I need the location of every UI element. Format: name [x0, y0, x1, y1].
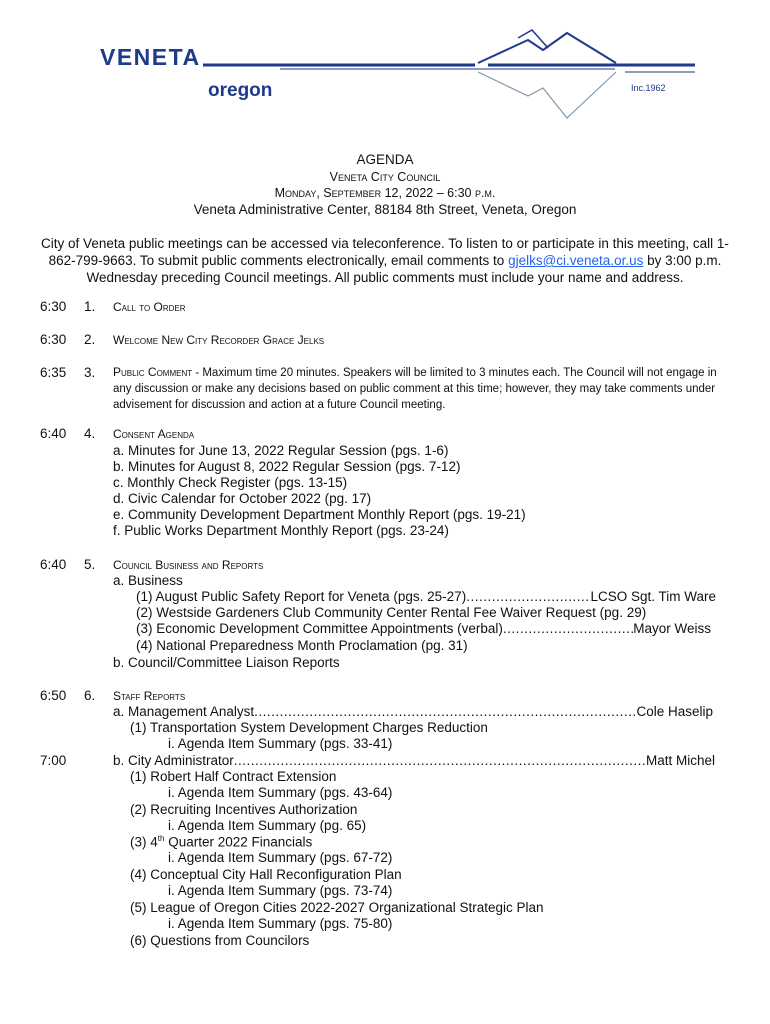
consent-item: d. Civic Calendar for October 2022 (pg. 17) — [113, 491, 372, 506]
consent-item: e. Community Development Department Monthly Report (pgs. 19-21) — [113, 507, 526, 522]
notice-text-1: City of Veneta public meetings can be accessed via teleconference. To listen to or participate in this meeting, call 1-862-799-9663. To submit public comments electronically, email comments to — [41, 236, 729, 268]
item-4-time: 6:40 — [40, 426, 67, 441]
item-6b-time: 7:00 — [40, 753, 67, 768]
business-item-4: (4) National Preparedness Month Proclamation (pg. 31) — [136, 638, 468, 653]
council-name: Veneta City Council — [329, 170, 441, 184]
city-administrator-presenter: Matt Michel — [645, 753, 715, 768]
item-6-title: Staff Reports — [113, 689, 186, 703]
item-3-time: 6:35 — [40, 365, 67, 380]
item-2-title: Welcome New City Recorder Grace Jelks — [113, 333, 325, 347]
email-link[interactable]: gjelks@ci.veneta.or.us — [508, 253, 644, 268]
agenda-item-summary: i. Agenda Item Summary (pgs. 73-74) — [168, 883, 393, 898]
city-administrator-label: b. City Administrator — [113, 753, 234, 768]
item-5-number: 5. — [84, 557, 96, 572]
item-6-number: 6. — [84, 688, 96, 703]
agenda-item-summary: i. Agenda Item Summary (pgs. 67-72) — [168, 850, 393, 865]
management-analyst-presenter: Cole Haselip — [636, 704, 713, 719]
item-5-time: 6:40 — [40, 557, 67, 572]
staff-subitem — [130, 834, 312, 850]
staff-subitem: (1) Robert Half Contract Extension — [130, 769, 337, 784]
agenda-item-summary: i. Agenda Item Summary (pg. 65) — [168, 818, 367, 833]
business-heading: a. Business — [113, 573, 183, 588]
agenda-item-summary: i. Agenda Item Summary (pgs. 75-80) — [168, 916, 393, 931]
item-3-number: 3. — [84, 365, 96, 380]
agenda-item-summary: i. Agenda Item Summary (pgs. 43-64) — [168, 785, 393, 800]
staff-subitem: (5) League of Oregon Cities 2022-2027 Organizational Strategic Plan — [130, 900, 544, 915]
agenda-title: AGENDA — [356, 152, 414, 167]
dot-leader — [234, 753, 646, 768]
logo-incorporated: Inc.1962 — [631, 83, 666, 93]
item-2-number: 2. — [84, 332, 96, 347]
item-5-title: Council Business and Reports — [113, 558, 264, 572]
logo-subtitle: oregon — [208, 80, 273, 101]
consent-item: f. Public Works Department Monthly Report (pgs. 23-24) — [113, 523, 449, 538]
management-analyst-line — [113, 704, 713, 719]
logo-graphic — [0, 0, 770, 130]
staff-subitem: (6) Questions from Councilors — [130, 933, 310, 948]
business-item-3-presenter: Mayor Weiss — [633, 621, 711, 636]
meeting-date: Monday, September 12, 2022 – 6:30 p.m. — [274, 186, 496, 200]
business-item-3-text: (3) Economic Development Committee Appointments (verbal) — [136, 621, 503, 636]
consent-item: c. Monthly Check Register (pgs. 13-15) — [113, 475, 348, 490]
business-item-3 — [136, 621, 711, 636]
management-analyst-label: a. Management Analyst — [113, 704, 255, 719]
city-administrator-line — [113, 753, 715, 768]
item-3-text: - Maximum time 20 minutes. Speakers will be limited to 3 minutes each. The Council will not engage in any discussion or make any decisions based on public comment at this time; however, they may take comments under advisement for discussion and action at a future Council meeting. — [113, 367, 717, 411]
item-4-title: Consent Agenda — [113, 427, 195, 441]
item-1-time: 6:30 — [40, 299, 67, 314]
dot-leader — [466, 589, 590, 604]
dot-leader — [254, 704, 636, 719]
logo-wordmark: VENETA — [100, 44, 201, 70]
mountain-reflection-icon — [478, 72, 616, 118]
dot-leader — [503, 621, 633, 636]
item-2-time: 6:30 — [40, 332, 67, 347]
business-item-1-presenter: LCSO Sgt. Tim Ware — [590, 589, 716, 604]
ordinal-suffix: th — [157, 834, 165, 843]
business-item-2: (2) Westside Gardeners Club Community Center Rental Fee Waiver Request (pg. 29) — [136, 605, 647, 620]
item-1-number: 1. — [84, 299, 96, 314]
item-4-number: 4. — [84, 426, 96, 441]
business-item-1 — [136, 589, 716, 604]
financials-prefix: (3) 4 — [130, 834, 158, 850]
item-6-time: 6:50 — [40, 688, 67, 703]
staff-subitem: (2) Recruiting Incentives Authorization — [130, 802, 358, 817]
mountain-peak-icon — [518, 30, 548, 48]
financials-text: Quarter 2022 Financials — [164, 834, 313, 850]
consent-item: b. Minutes for August 8, 2022 Regular Session (pgs. 7-12) — [113, 459, 461, 474]
item-3-title: Public Comment — [113, 365, 193, 379]
liaison-reports: b. Council/Committee Liaison Reports — [113, 655, 340, 670]
teleconference-notice — [40, 235, 730, 286]
business-item-1-text: (1) August Public Safety Report for Veneta (pgs. 25-27) — [136, 589, 467, 604]
item-1-title: Call to Order — [113, 300, 186, 314]
staff-subitem: (4) Conceptual City Hall Reconfiguration Plan — [130, 867, 402, 882]
staff-subitem: (1) Transportation System Development Charges Reduction — [130, 720, 488, 735]
consent-item: a. Minutes for June 13, 2022 Regular Session (pgs. 1-6) — [113, 443, 449, 458]
meeting-location: Veneta Administrative Center, 88184 8th Street, Veneta, Oregon — [193, 202, 577, 217]
item-3-body — [113, 364, 725, 413]
notice-text-2: by 3:00 p.m. Wednesday preceding Council meetings. All public comments must include your name and address. — [86, 253, 722, 285]
agenda-item-summary: i. Agenda Item Summary (pgs. 33-41) — [168, 736, 393, 751]
